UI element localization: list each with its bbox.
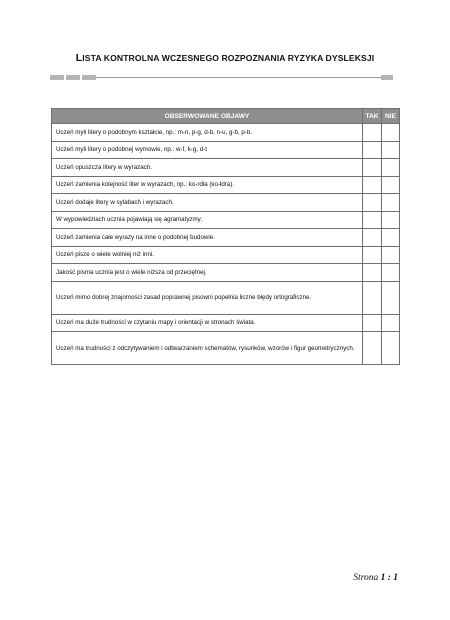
- no-checkbox-cell[interactable]: [382, 229, 400, 247]
- symptom-text: Uczeń myli litery o podobnej wymowie, np.: w-f, k-g, d-t: [52, 141, 363, 159]
- title-rest: ISTA KONTROLNA WCZESNEGO ROZPOZNANIA RYZYKA DYSLEKSJI: [82, 53, 375, 63]
- table-row: [52, 176, 400, 194]
- no-checkbox-cell[interactable]: [382, 211, 400, 229]
- symptom-text: Uczeń mimo dobrej znajomości zasad poprawnej pisowni popełnia liczne błędy ortograficzne.: [52, 281, 363, 314]
- no-checkbox-cell[interactable]: [382, 124, 400, 142]
- symptom-text: Jakość pisma ucznia jest o wiele niższa od przeciętnej.: [52, 264, 363, 282]
- page-footer: [353, 573, 398, 583]
- table-row: [52, 194, 400, 212]
- no-checkbox-cell[interactable]: [382, 281, 400, 314]
- no-checkbox-cell[interactable]: [382, 159, 400, 177]
- document-title: [0, 52, 450, 64]
- no-checkbox-cell[interactable]: [382, 141, 400, 159]
- header-yes: TAK: [363, 109, 382, 124]
- symptom-text: Uczeń pisze o wiele wolniej niż inni.: [52, 246, 363, 264]
- yes-checkbox-cell[interactable]: [363, 264, 382, 282]
- symptom-text: Uczeń zamienia kolejność liter w wyrazach, np.: ko-rdła (ko-łdra).: [52, 176, 363, 194]
- checklist-table: [51, 108, 400, 365]
- symptom-text: W wypowiedziach ucznia pojawiają się agramatyzmy.: [52, 211, 363, 229]
- yes-checkbox-cell[interactable]: [363, 281, 382, 314]
- yes-checkbox-cell[interactable]: [363, 176, 382, 194]
- table-row: [52, 124, 400, 142]
- yes-checkbox-cell[interactable]: [363, 332, 382, 365]
- table-header-row: [52, 109, 400, 124]
- no-checkbox-cell[interactable]: [382, 314, 400, 332]
- yes-checkbox-cell[interactable]: [363, 229, 382, 247]
- page-number: 1 : 1: [380, 573, 398, 583]
- table-row: [52, 314, 400, 332]
- table-row: [52, 229, 400, 247]
- header-symptoms: OBSERWOWANE OBJAWY: [52, 109, 363, 124]
- no-checkbox-cell[interactable]: [382, 176, 400, 194]
- header-decoration-block: [381, 75, 393, 80]
- symptom-text: Uczeń myli litery o podobnym kształcie, np.: m-n, p-g, d-b, n-u, g-b, p-b.: [52, 124, 363, 142]
- yes-checkbox-cell[interactable]: [363, 211, 382, 229]
- header-no: NIE: [382, 109, 400, 124]
- table-row: [52, 141, 400, 159]
- title-initial: L: [75, 52, 83, 64]
- no-checkbox-cell[interactable]: [382, 194, 400, 212]
- table-row: [52, 264, 400, 282]
- table-row: [52, 332, 400, 365]
- yes-checkbox-cell[interactable]: [363, 194, 382, 212]
- header-decoration-block: [82, 75, 96, 80]
- header-decoration-block: [50, 75, 64, 80]
- yes-checkbox-cell[interactable]: [363, 124, 382, 142]
- table-row: [52, 246, 400, 264]
- symptom-text: Uczeń opuszcza litery w wyrazach.: [52, 159, 363, 177]
- symptom-text: Uczeń zamienia całe wyrazy na inne o podobnej budowie.: [52, 229, 363, 247]
- symptom-text: Uczeń dodaje litery w sylabach i wyrazach.: [52, 194, 363, 212]
- header-decoration-line: [96, 77, 381, 78]
- yes-checkbox-cell[interactable]: [363, 314, 382, 332]
- no-checkbox-cell[interactable]: [382, 264, 400, 282]
- no-checkbox-cell[interactable]: [382, 246, 400, 264]
- table-row: [52, 211, 400, 229]
- table-row: [52, 281, 400, 314]
- header-decoration-block: [66, 75, 80, 80]
- no-checkbox-cell[interactable]: [382, 332, 400, 365]
- symptom-text: Uczeń ma duże trudności w czytaniu mapy i orientacji w stronach świata.: [52, 314, 363, 332]
- yes-checkbox-cell[interactable]: [363, 246, 382, 264]
- table-row: [52, 159, 400, 177]
- yes-checkbox-cell[interactable]: [363, 141, 382, 159]
- symptom-text: Uczeń ma trudności z odczytywaniem i odtwarzaniem schematów, rysunków, wzorów i figur geometrycznych.: [52, 332, 363, 365]
- yes-checkbox-cell[interactable]: [363, 159, 382, 177]
- page-label: Strona: [353, 573, 379, 583]
